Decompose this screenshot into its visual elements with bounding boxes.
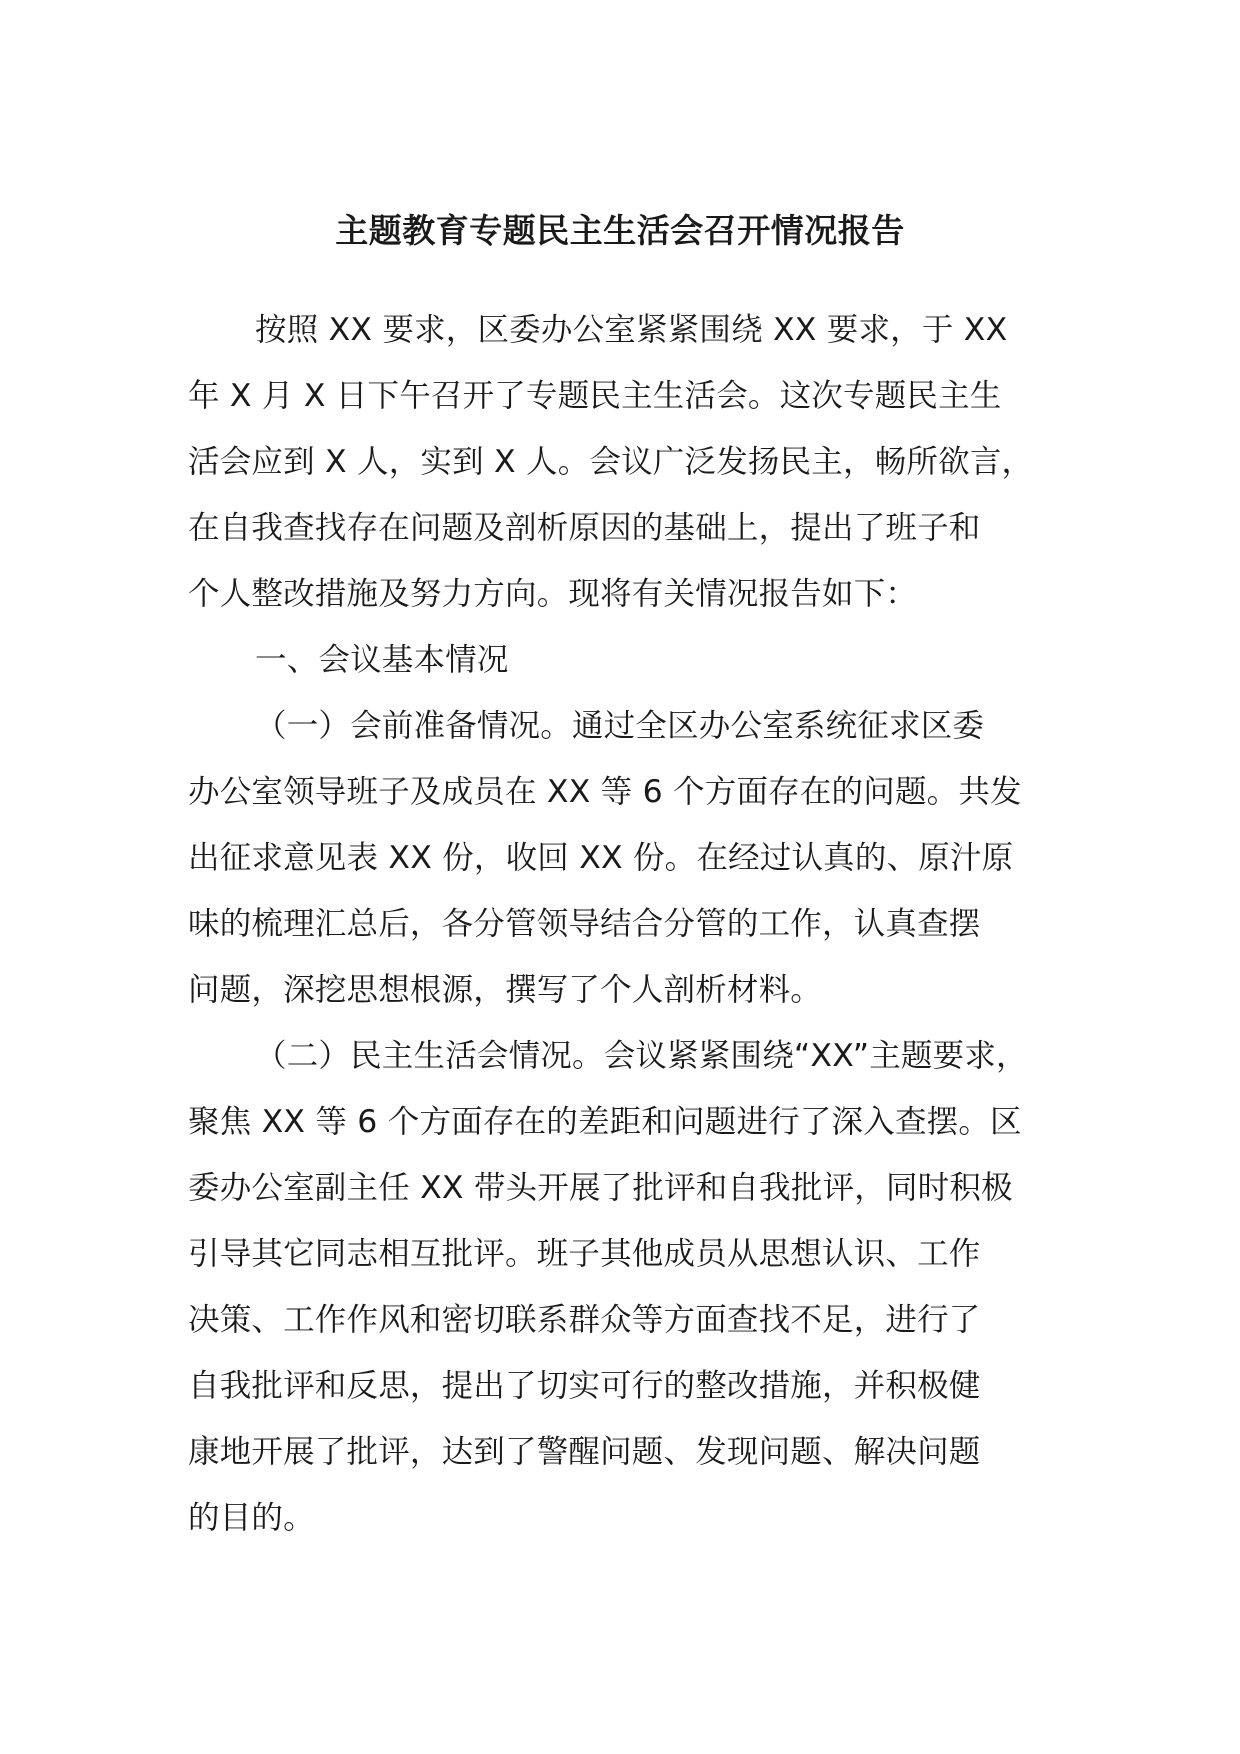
paragraph-prep-line-1: （一）会前准备情况。通过全区办公室系统征求区委 (255, 708, 985, 744)
paragraph-meeting-line-4: 引导其它同志相互批评。班子其他成员从思想认识、工作 (188, 1236, 981, 1272)
paragraph-intro-line-5: 个人整改措施及努力方向。现将有关情况报告如下： (188, 576, 918, 612)
paragraph-prep-line-4: 味的梳理汇总后，各分管领导结合分管的工作，认真查摆 (188, 906, 981, 942)
paragraph-prep-line-3: 出征求意见表 XX 份，收回 XX 份。在经过认真的、原汁原 (188, 840, 1014, 876)
paragraph-meeting-line-5: 决策、工作作风和密切联系群众等方面查找不足，进行了 (188, 1302, 981, 1338)
paragraph-intro-line-4: 在自我查找存在问题及剖析原因的基础上，提出了班子和 (188, 510, 981, 546)
paragraph-intro-line-1: 按照 XX 要求，区委办公室紧紧围绕 XX 要求，于 XX (255, 312, 1008, 348)
paragraph-prep-line-5: 问题，深挖思想根源，撰写了个人剖析材料。 (188, 972, 823, 1008)
paragraph-intro-line-2: 年 X 月 X 日下午召开了专题民主生活会。这次专题民主生 (188, 378, 1002, 414)
document-title: 主题教育专题民主生活会召开情况报告 (335, 211, 905, 250)
paragraph-meeting-line-8: 的目的。 (188, 1500, 315, 1536)
paragraph-meeting-line-1: （二）民主生活会情况。会议紧紧围绕“XX”主题要求， (255, 1038, 1028, 1074)
paragraph-meeting-line-7: 康地开展了批评，达到了警醒问题、发现问题、解决问题 (188, 1434, 981, 1470)
paragraph-prep-line-2: 办公室领导班子及成员在 XX 等 6 个方面存在的问题。共发 (188, 774, 1022, 810)
paragraph-intro-line-3: 活会应到 X 人，实到 X 人。会议广泛发扬民主，畅所欲言， (188, 444, 1034, 480)
paragraph-meeting-line-6: 自我批评和反思，提出了切实可行的整改措施，并积极健 (188, 1368, 981, 1404)
paragraph-meeting-line-3: 委办公室副主任 XX 带头开展了批评和自我批评，同时积极 (188, 1170, 1013, 1206)
section-heading-1: 一、会议基本情况 (255, 642, 509, 678)
paragraph-meeting-line-2: 聚焦 XX 等 6 个方面存在的差距和问题进行了深入查摆。区 (188, 1104, 1022, 1140)
